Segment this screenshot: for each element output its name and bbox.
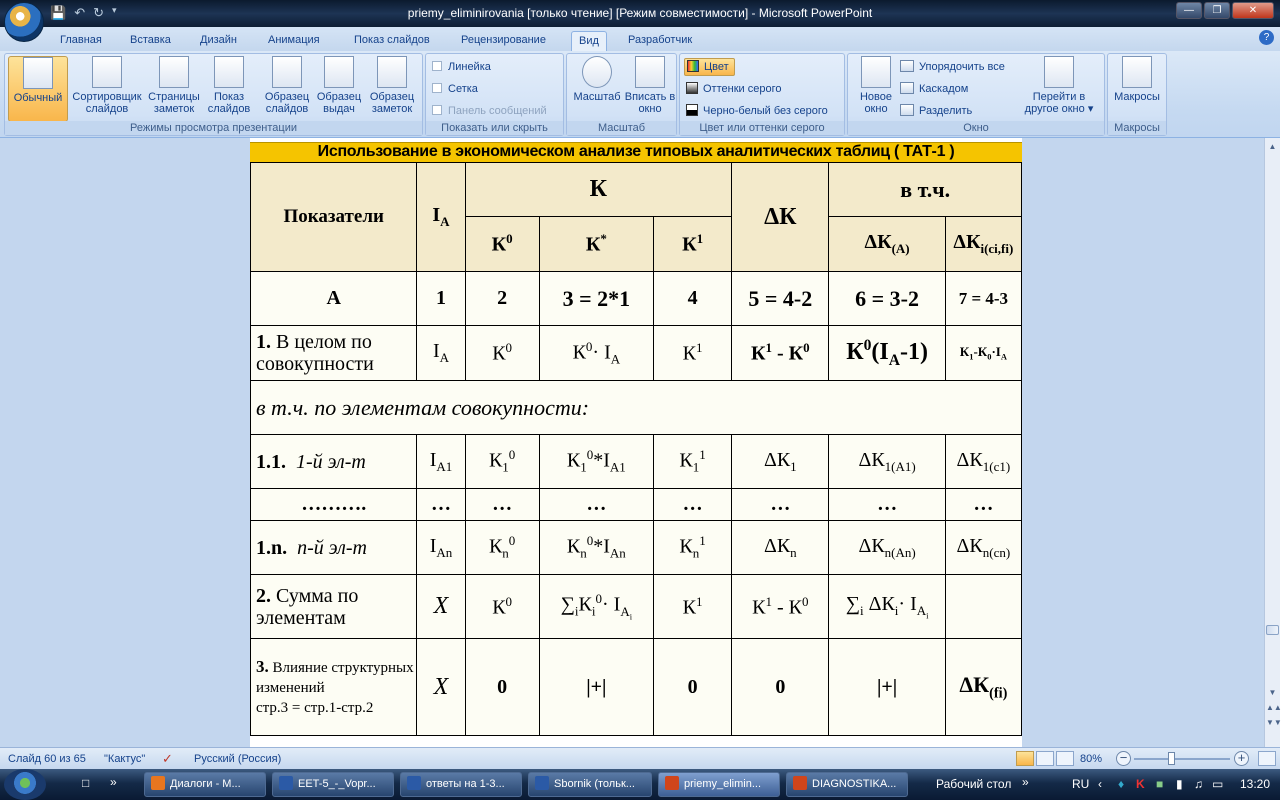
clock[interactable]: 13:20 [1240, 777, 1271, 791]
word-icon [535, 776, 549, 790]
color-button[interactable]: Цвет [684, 58, 735, 76]
header-k0: $К^0$ [465, 217, 539, 272]
table-cell: 1.n. n-й эл-т [251, 521, 417, 575]
taskbar-item[interactable]: Диалоги - M... [144, 772, 266, 797]
security-icon[interactable]: ■ [1156, 777, 1164, 791]
quick-launch-chevron-icon[interactable]: » [110, 775, 117, 789]
slide-master-button[interactable]: Образец слайдов [260, 56, 314, 115]
table-cell: … [417, 489, 465, 521]
handout-master-button[interactable]: Образец выдач [313, 56, 365, 115]
restore-button[interactable]: ❐ [1204, 2, 1230, 19]
word-icon [407, 776, 421, 790]
slide-sorter-button[interactable]: Сортировщик слайдов [69, 56, 145, 115]
table-cell: 1.1. 1-й эл-т [251, 435, 417, 489]
table-cell: $\Delta К_{1(A1)}$ [829, 435, 945, 489]
table-row [251, 575, 1022, 639]
table-cell: $К^0$ [465, 326, 539, 381]
table-cell: 5 = 4-2 [732, 272, 829, 326]
slide [250, 138, 1022, 747]
table-cell: $\Delta К_{1(c1)}$ [945, 435, 1021, 489]
tab-home[interactable]: Главная [60, 34, 102, 46]
table-cell: |+| [539, 639, 653, 736]
taskbar-item[interactable]: EET-5_-_Vopr... [272, 772, 394, 797]
display-icon[interactable]: ▭ [1212, 777, 1224, 791]
checkbox-icon [432, 83, 442, 93]
spellcheck-icon[interactable]: ✓ [162, 751, 173, 766]
group-label: Режимы просмотра презентации [5, 121, 422, 135]
table-cell: 1 [417, 272, 465, 326]
firefox-icon [151, 776, 165, 790]
new-window-button[interactable]: Новое окно [851, 56, 901, 115]
taskbar-item[interactable]: ответы на 1-3... [400, 772, 522, 797]
taskbar-item-active[interactable]: priemy_elimin... [658, 772, 780, 797]
table-cell: … [945, 489, 1021, 521]
zoom-slider[interactable] [1134, 758, 1230, 760]
split-icon [900, 104, 914, 116]
normal-view-icon[interactable] [1016, 751, 1034, 766]
volume-icon[interactable]: ♫ [1194, 777, 1203, 791]
notes-master-icon [377, 56, 407, 88]
section-heading: в т.ч. по элементам совокупности: [251, 381, 1022, 435]
table-cell: 6 = 3-2 [829, 272, 945, 326]
minimize-button[interactable]: — [1176, 2, 1202, 19]
arrange-all-icon [900, 60, 914, 72]
table-row-section [251, 381, 1022, 435]
analysis-table [250, 162, 1022, 736]
zoom-level[interactable]: 80% [1080, 753, 1103, 765]
table-cell: 0 [732, 639, 829, 736]
table-cell: $\sum_iК_i^0\cdot I_{A_i}$ [539, 575, 653, 639]
table-cell: $\Delta К_{n(cn)}$ [945, 521, 1021, 575]
table-row-column-numbers [251, 272, 1022, 326]
normal-view-button[interactable]: Обычный [8, 56, 68, 122]
title-bar [0, 0, 1280, 27]
table-row [251, 435, 1022, 489]
table-row [251, 639, 1022, 736]
group-label: Масштаб [567, 121, 676, 135]
group-color-grayscale [679, 53, 845, 136]
new-window-icon [861, 56, 891, 88]
tab-animation[interactable]: Анимация [268, 34, 320, 46]
slide-show-icon[interactable] [1056, 751, 1074, 766]
table-cell: … [539, 489, 653, 521]
switch-windows-button[interactable]: Перейти в другое окно ▾ [1018, 56, 1100, 115]
table-cell: $К^0$ [465, 575, 539, 639]
checkbox-icon [432, 105, 442, 115]
table-cell: $К^1 - К^0$ [732, 326, 829, 381]
tab-review[interactable]: Рецензирование [461, 34, 546, 46]
group-macros [1107, 53, 1167, 136]
color-icon [687, 60, 699, 72]
table-cell: $К_1-К_0\cdot I_A$ [945, 326, 1021, 381]
table-cell: |+| [829, 639, 945, 736]
group-zoom [566, 53, 677, 136]
table-cell: $К_n^0*I_{An}$ [539, 521, 653, 575]
macros-button[interactable]: Макросы [1111, 56, 1163, 103]
cascade-button[interactable]: Каскадом [900, 82, 968, 96]
table-cell: $К^1 - К^0$ [732, 575, 829, 639]
tab-developer[interactable]: Разработчик [628, 34, 693, 46]
slide-master-icon [272, 56, 302, 88]
group-presentation-views [4, 53, 423, 136]
battery-icon[interactable]: ▮ [1176, 777, 1183, 791]
table-cell: … [465, 489, 539, 521]
normal-view-icon [23, 57, 53, 89]
ribbon [0, 51, 1280, 138]
slide-show-icon [214, 56, 244, 88]
header-k-star: К* [539, 217, 653, 272]
group-label: Макросы [1108, 121, 1166, 135]
table-cell: X [417, 575, 465, 639]
row3-formula: стр.3 = стр.1-стр.2 [256, 699, 374, 716]
table-cell: $К^1$ [654, 326, 732, 381]
notes-page-button[interactable]: Страницы заметок [146, 56, 202, 115]
close-button[interactable]: ✕ [1232, 2, 1274, 19]
table-cell: 3 = 2*1 [539, 272, 653, 326]
table-cell: $К_1^0$ [465, 435, 539, 489]
tab-design[interactable]: Дизайн [200, 34, 237, 46]
zoom-in-icon[interactable]: + [1234, 751, 1249, 766]
previous-slide-icon[interactable]: ▲▲ [1266, 703, 1282, 712]
fit-slide-icon[interactable] [1258, 751, 1276, 766]
fit-window-icon [635, 56, 665, 88]
slide-sorter-icon [92, 56, 122, 88]
language-bar[interactable]: RU [1072, 777, 1090, 791]
table-cell: А [251, 272, 417, 326]
fit-to-window-button[interactable]: Вписать в окно [624, 56, 676, 115]
table-row-ellipsis [251, 489, 1022, 521]
message-bar-checkbox[interactable]: Панель сообщений [432, 104, 547, 118]
tab-insert[interactable]: Вставка [130, 34, 171, 46]
powerpoint-icon [793, 776, 807, 790]
tab-slideshow[interactable]: Показ слайдов [354, 34, 430, 46]
table-cell: $\Delta К_1$ [732, 435, 829, 489]
arrange-all-button[interactable]: Упорядочить все [900, 60, 1005, 74]
table-cell: $\Delta К_{(fi)}$ [945, 639, 1021, 736]
show-desktop-icon[interactable]: □ [82, 776, 90, 790]
grayscale-button[interactable]: Оттенки серого [686, 82, 781, 96]
taskbar [0, 769, 1280, 800]
dropdown-arrow-icon: ▾ [1084, 103, 1094, 115]
table-cell: $I_{An}$ [417, 521, 465, 575]
slide-show-button[interactable]: Показ слайдов [203, 56, 255, 115]
toolbar-chevron-icon[interactable]: » [1022, 775, 1029, 789]
table-cell: 2. Сумма по элементам [251, 575, 417, 639]
header-ia: $I_A$ [417, 163, 465, 272]
table-cell: 0 [465, 639, 539, 736]
group-label: Цвет или оттенки серого [680, 121, 844, 135]
table-cell: $I_A$ [417, 326, 465, 381]
magnifier-icon [582, 56, 612, 88]
switch-windows-icon [1044, 56, 1074, 88]
slide-sorter-icon[interactable] [1036, 751, 1054, 766]
table-cell: … [829, 489, 945, 521]
zoom-out-icon[interactable]: − [1116, 751, 1131, 766]
help-icon[interactable]: ? [1259, 30, 1274, 45]
table-cell: $\Delta К_{n(An)}$ [829, 521, 945, 575]
scroll-down-icon[interactable]: ▼ [1268, 688, 1277, 697]
header-delta-k-ci-fi: $\Delta К_{i(ci,fi)}$ [945, 217, 1021, 272]
table-cell [945, 575, 1021, 639]
macros-icon [1122, 56, 1152, 88]
window-title: priemy_eliminirovania [только чтение] [Режим совместимости] - Microsoft PowerPoint [407, 6, 873, 20]
table-cell: $К^1$ [654, 575, 732, 639]
header-k1: $К^1$ [654, 217, 732, 272]
scroll-up-icon[interactable]: ▲ [1268, 142, 1277, 151]
grid-checkbox[interactable]: Сетка [432, 82, 478, 96]
table-cell: 0 [654, 639, 732, 736]
split-button[interactable]: Разделить [900, 104, 972, 118]
grayscale-icon [686, 82, 698, 94]
ribbon-tabs [0, 27, 1280, 51]
office-button-icon[interactable] [4, 2, 44, 42]
theme-name: "Кактус" [104, 753, 146, 765]
table-cell: 7 = 4-3 [945, 272, 1021, 326]
header-delta-k: ΔК [732, 163, 829, 272]
vertical-scrollbar[interactable] [1264, 138, 1280, 747]
ruler-checkbox[interactable]: Линейка [432, 60, 491, 74]
desktop-toolbar[interactable]: Рабочий стол [936, 777, 1012, 791]
slide-title: Использование в экономическом анализе типовых аналитических таблиц ( ТАТ-1 ) [250, 142, 1022, 162]
header-delta-k-a: $\Delta К_{(А)}$ [829, 217, 945, 272]
table-cell: ………. [251, 489, 417, 521]
group-show-hide [425, 53, 564, 136]
group-label: Показать или скрыть [426, 121, 563, 135]
taskbar-item[interactable]: DIAGNOSTIKA... [786, 772, 908, 797]
redo-icon[interactable]: ↻ [93, 5, 104, 20]
taskbar-item[interactable]: Sbornik (тольк... [528, 772, 652, 797]
black-white-icon [686, 104, 698, 116]
table-cell: X [417, 639, 465, 736]
table-cell: $\Delta К_n$ [732, 521, 829, 575]
undo-icon[interactable]: ↶ [74, 5, 86, 20]
table-cell: $К^0(I_A-1)$ [829, 326, 945, 381]
table-cell: $\sum_i$ $\Delta К_i\cdot I_{A_i}$ [829, 575, 945, 639]
antivirus-icon[interactable]: K [1136, 777, 1145, 791]
word-icon [279, 776, 293, 790]
table-cell: 4 [654, 272, 732, 326]
window-controls [1176, 2, 1274, 19]
zoom-button[interactable]: Масштаб [570, 56, 624, 103]
table-cell: $К_1^1$ [654, 435, 732, 489]
header-indicators: Показатели [251, 163, 417, 272]
table-cell: … [654, 489, 732, 521]
slide-counter: Слайд 60 из 65 [8, 753, 86, 765]
scroll-thumb[interactable] [1266, 625, 1279, 635]
table-row [251, 163, 1022, 217]
network-icon[interactable]: ♦ [1118, 777, 1125, 791]
group-window [847, 53, 1105, 136]
powerpoint-icon [665, 776, 679, 790]
handout-master-icon [324, 56, 354, 88]
table-cell: $К_1^0*I_{A1}$ [539, 435, 653, 489]
customize-qat-icon[interactable]: ▾ [112, 5, 117, 15]
cascade-icon [900, 82, 914, 94]
group-label: Окно [848, 121, 1104, 135]
status-bar [0, 747, 1280, 769]
table-cell: $К_n^0$ [465, 521, 539, 575]
table-cell: 3. Влияние структурных изменений стр.3 = стр.1-стр.2 [251, 639, 417, 736]
header-including: в т.ч. [829, 163, 1022, 217]
black-white-button[interactable]: Черно-белый без серого [686, 104, 828, 118]
table-cell: $I_{A1}$ [417, 435, 465, 489]
next-slide-icon[interactable]: ▼▼ [1266, 718, 1282, 727]
header-k: К [465, 163, 732, 217]
table-cell: $К^0\cdot I_A$ [539, 326, 653, 381]
tray-expand-icon[interactable]: ‹ [1098, 777, 1102, 791]
table-cell: $К_n^1$ [654, 521, 732, 575]
notes-master-button[interactable]: Образец заметок [365, 56, 419, 115]
table-cell: 1. В целом по совокупности [251, 326, 417, 381]
slide-workspace [0, 138, 1264, 747]
table-row [251, 521, 1022, 575]
save-icon[interactable]: 💾 [50, 5, 67, 20]
start-button-icon[interactable] [4, 769, 46, 800]
tab-view[interactable]: Вид [571, 31, 607, 51]
notes-page-icon [159, 56, 189, 88]
table-cell: 2 [465, 272, 539, 326]
checkbox-icon [432, 61, 442, 71]
table-cell: … [732, 489, 829, 521]
table-row [251, 326, 1022, 381]
language-indicator[interactable]: Русский (Россия) [194, 753, 282, 765]
zoom-slider-thumb[interactable] [1168, 752, 1175, 765]
